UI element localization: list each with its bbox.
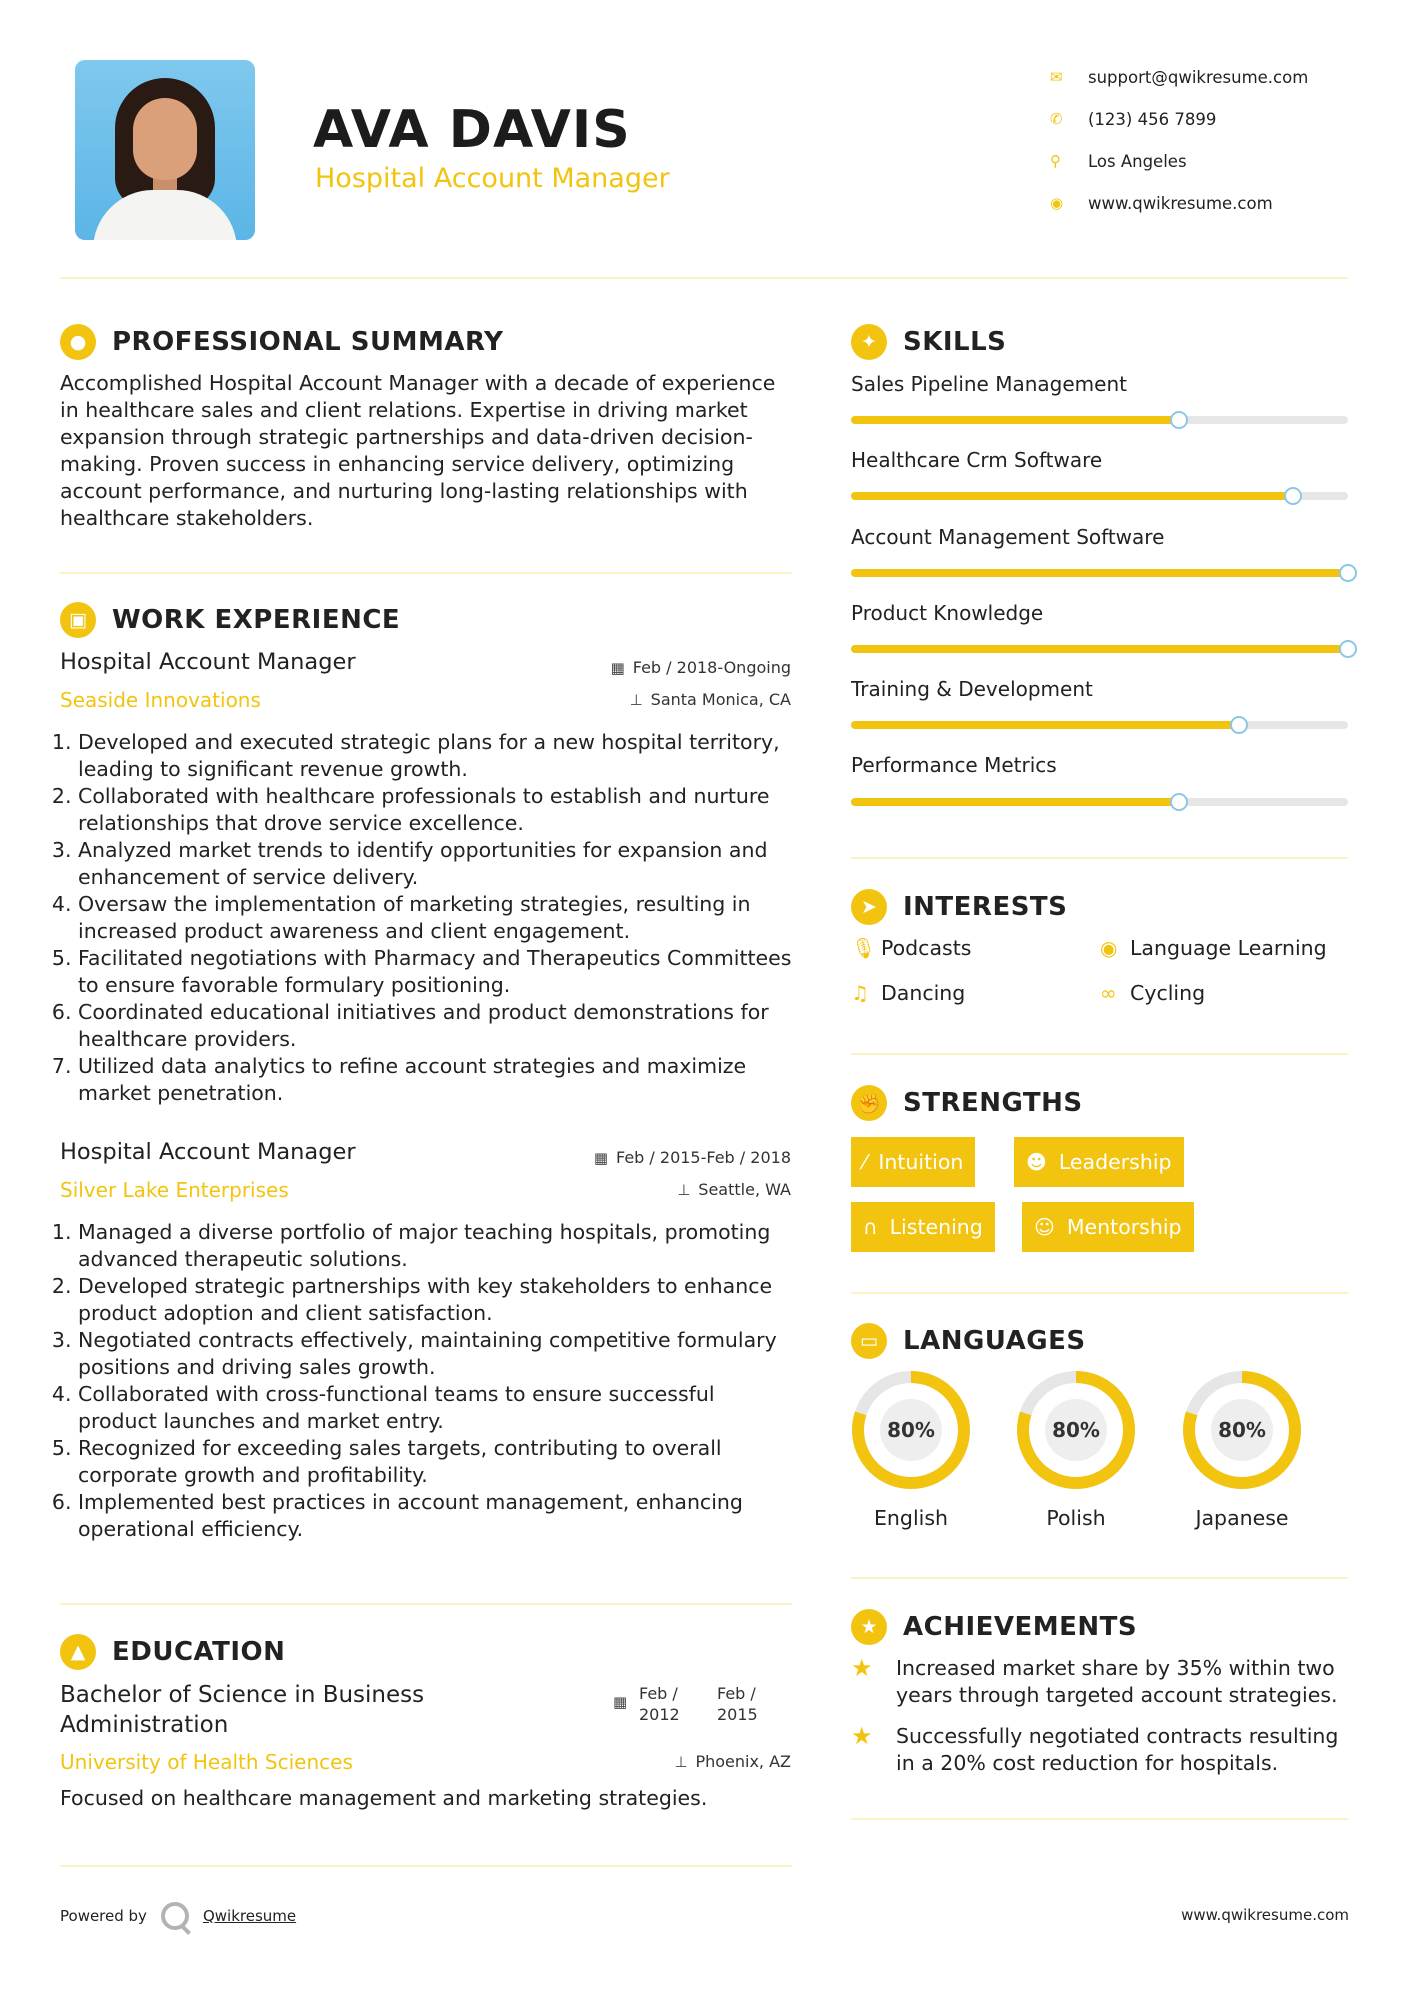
languages-divider: [851, 1577, 1348, 1579]
skill-bar: [851, 492, 1348, 500]
graduation-icon: ▲: [60, 1634, 96, 1670]
skill-label: Training & Development: [851, 677, 1093, 701]
skill-bar: [851, 416, 1348, 424]
education-end-date: Feb / 2015: [717, 1684, 758, 1724]
job-dates: ▦ Feb / 2015-Feb / 2018: [593, 1148, 791, 1167]
skill-bar-knob: [1230, 716, 1248, 734]
skill-bar: [851, 645, 1348, 653]
language-percent: 80%: [887, 1418, 935, 1442]
work-heading: ▣ WORK EXPERIENCE: [60, 602, 400, 638]
skill-label: Sales Pipeline Management: [851, 372, 1127, 396]
contact-phone[interactable]: ✆ (123) 456 7899: [1050, 109, 1217, 129]
list-item: 4. Oversaw the implementation of marketing strategies, resulting in increased product awareness and client engagement.: [78, 891, 794, 945]
skill-bar-fill: [851, 569, 1348, 577]
globe-icon: ◉: [1100, 936, 1118, 960]
headphones-icon: ∩: [863, 1215, 878, 1239]
skill-label: Account Management Software: [851, 525, 1165, 549]
job-duties: [78, 729, 794, 1107]
strength-badge: ⁄ Intuition: [851, 1137, 975, 1187]
skill-bar-fill: [851, 798, 1179, 806]
language-name: Japanese: [1195, 1506, 1289, 1530]
strength-badge: ☻ Leadership: [1014, 1137, 1184, 1187]
interest-item: ∞ Cycling: [1100, 981, 1206, 1005]
list-item: 4. Collaborated with cross-functional teams to ensure successful product launches and market entry.: [78, 1381, 794, 1435]
skill-bar-knob: [1339, 640, 1357, 658]
school-name: University of Health Sciences: [60, 1750, 353, 1774]
globe-icon: ◉: [1050, 194, 1064, 212]
list-item: 6. Implemented best practices in account management, enhancing operational efficiency.: [78, 1489, 794, 1543]
skill-bar-knob: [1170, 411, 1188, 429]
achievement-item: ★ Successfully negotiated contracts resulting in a 20% cost reduction for hospitals.: [851, 1722, 1339, 1775]
skills-divider: [851, 857, 1348, 859]
profile-photo: [75, 60, 255, 240]
skill-bar-knob: [1339, 564, 1357, 582]
education-heading: ▲ EDUCATION: [60, 1634, 285, 1670]
skill-label: Healthcare Crm Software: [851, 448, 1103, 472]
microphone-icon: 🎙: [851, 936, 877, 960]
job-title: Hospital Account Manager: [60, 649, 356, 675]
education-location: ⊥ Phoenix, AZ: [674, 1752, 791, 1771]
summary-divider: [60, 572, 792, 574]
skill-bar: [851, 569, 1348, 577]
strengths-divider: [851, 1292, 1348, 1294]
language-percent: 80%: [1052, 1418, 1100, 1442]
skill-label: Product Knowledge: [851, 601, 1044, 625]
star-icon: ★: [851, 1609, 887, 1645]
list-item: 3. Negotiated contracts effectively, maintaining competitive formulary positions and driving sales growth.: [78, 1327, 794, 1381]
skill-bar-knob: [1284, 487, 1302, 505]
briefcase-icon: ▣: [60, 602, 96, 638]
map-pin-icon: ⚲: [1050, 152, 1061, 170]
list-item: 5. Facilitated negotiations with Pharmacy and Therapeutics Committees to ensure favorable formulary positioning.: [78, 945, 794, 999]
list-item: 1. Developed and executed strategic plans for a new hospital territory, leading to significant revenue growth.: [78, 729, 794, 783]
bicycle-icon: ∞: [1100, 981, 1117, 1005]
list-item: 5. Recognized for exceeding sales targets, contributing to overall corporate growth and profitability.: [78, 1435, 794, 1489]
job-location: ⊥ Seattle, WA: [677, 1180, 791, 1199]
skills-heading: ✦ SKILLS: [851, 324, 1006, 360]
calendar-icon: ▦: [610, 658, 625, 677]
user-icon: ●: [60, 324, 96, 360]
footer-url[interactable]: www.qwikresume.com: [1181, 1906, 1349, 1924]
shooting-star-icon: ★: [851, 1654, 873, 1682]
envelope-icon: ✉: [1050, 68, 1063, 86]
header-divider: [60, 277, 1348, 279]
interest-item: ◉ Language Learning: [1100, 936, 1327, 960]
languages-heading: ▭ LANGUAGES: [851, 1323, 1086, 1359]
list-item: 2. Collaborated with healthcare professionals to establish and nurture relationships that drove service excellence.: [78, 783, 794, 837]
strengths-heading: ✊ STRENGTHS: [851, 1085, 1083, 1121]
skill-bar-fill: [851, 645, 1348, 653]
education-divider: [60, 1865, 792, 1867]
interests-heading: ➤ INTERESTS: [851, 889, 1067, 925]
list-item: 3. Analyzed market trends to identify opportunities for expansion and enhancement of service delivery.: [78, 837, 794, 891]
language-name: English: [873, 1506, 949, 1530]
pin-icon: ⊥: [677, 1180, 691, 1199]
degree-title: Bachelor of Science in Business Administration: [60, 1682, 425, 1738]
job-dates: ▦ Feb / 2018-Ongoing: [610, 658, 791, 677]
users-icon: ☻: [1026, 1150, 1047, 1174]
list-item: 7. Utilized data analytics to refine account strategies and maximize market penetration.: [78, 1053, 794, 1107]
skill-bar-fill: [851, 721, 1239, 729]
pin-icon: ⊥: [674, 1752, 688, 1771]
achievements-heading: ★ ACHIEVEMENTS: [851, 1609, 1137, 1645]
skill-bar: [851, 798, 1348, 806]
job-duties: [78, 1219, 794, 1543]
music-note-icon: ♫: [851, 981, 869, 1005]
education-description: Focused on healthcare management and marketing strategies.: [60, 1786, 708, 1810]
fist-icon: ✊: [851, 1085, 887, 1121]
skill-bar-fill: [851, 416, 1179, 424]
skill-bar-knob: [1170, 793, 1188, 811]
list-item: 6. Coordinated educational initiatives and product demonstrations for healthcare providers.: [78, 999, 794, 1053]
contact-email[interactable]: ✉ support@qwikresume.com: [1050, 67, 1309, 87]
phone-icon: ✆: [1050, 110, 1063, 128]
strength-badge: ☺ Mentorship: [1022, 1202, 1194, 1252]
paper-plane-icon: ➤: [851, 889, 887, 925]
skill-label: Performance Metrics: [851, 753, 1057, 777]
strength-badge: ∩ Listening: [851, 1202, 995, 1252]
interest-item: 🎙 Podcasts: [851, 936, 972, 960]
job-title: Hospital Account Manager: [60, 1139, 356, 1165]
language-icon: ▭: [851, 1323, 887, 1359]
skill-bar-fill: [851, 492, 1293, 500]
magic-wand-icon: ⁄: [863, 1150, 867, 1174]
list-item: 1. Managed a diverse portfolio of major teaching hospitals, promoting advanced therapeutic solutions.: [78, 1219, 794, 1273]
achievements-divider: [851, 1818, 1348, 1820]
summary-heading: ● PROFESSIONAL SUMMARY: [60, 324, 503, 360]
interests-divider: [851, 1053, 1348, 1055]
contact-location: ⚲ Los Angeles: [1050, 151, 1187, 171]
calendar-icon: ▦: [593, 1148, 608, 1167]
language-name: Polish: [1046, 1506, 1106, 1530]
achievement-item: ★ Increased market share by 35% within two years through targeted account strategies.: [851, 1654, 1338, 1707]
interest-item: ♫ Dancing: [851, 981, 966, 1005]
lightbulb-icon: ✦: [851, 324, 887, 360]
qwikresume-logo-icon: [161, 1902, 189, 1930]
contact-website[interactable]: ◉ www.qwikresume.com: [1050, 193, 1273, 213]
work-divider: [60, 1603, 792, 1605]
skill-bar: [851, 721, 1348, 729]
candidate-name: AVA DAVIS: [313, 100, 631, 160]
calendar-icon: ▦: [613, 1693, 628, 1711]
summary-text: Accomplished Hospital Account Manager with a decade of experience in healthcare sales and client relations. Expertise in driving market expansion through strategic partnerships and data-driven decision-making. Proven success in enhancing service delivery, optimizing account performance, and nurturing long-lasting relationships with healthcare stakeholders.: [60, 371, 776, 530]
job-location: ⊥ Santa Monica, CA: [629, 690, 791, 709]
list-item: 2. Developed strategic partnerships with key stakeholders to enhance product adoption and client satisfaction.: [78, 1273, 794, 1327]
contact-list: [1050, 56, 1308, 224]
user-plus-icon: ☺: [1034, 1215, 1055, 1239]
job-company: Seaside Innovations: [60, 688, 261, 712]
pin-icon: ⊥: [629, 690, 643, 709]
education-start-date: Feb / 2012: [639, 1684, 680, 1724]
candidate-title: Hospital Account Manager: [315, 163, 670, 194]
language-percent: 80%: [1218, 1418, 1266, 1442]
footer-brand-link[interactable]: Qwikresume: [202, 1907, 297, 1925]
footer-powered-by: Powered by Qwikresume: [60, 1902, 296, 1930]
job-company: Silver Lake Enterprises: [60, 1178, 289, 1202]
shooting-star-icon: ★: [851, 1722, 873, 1750]
